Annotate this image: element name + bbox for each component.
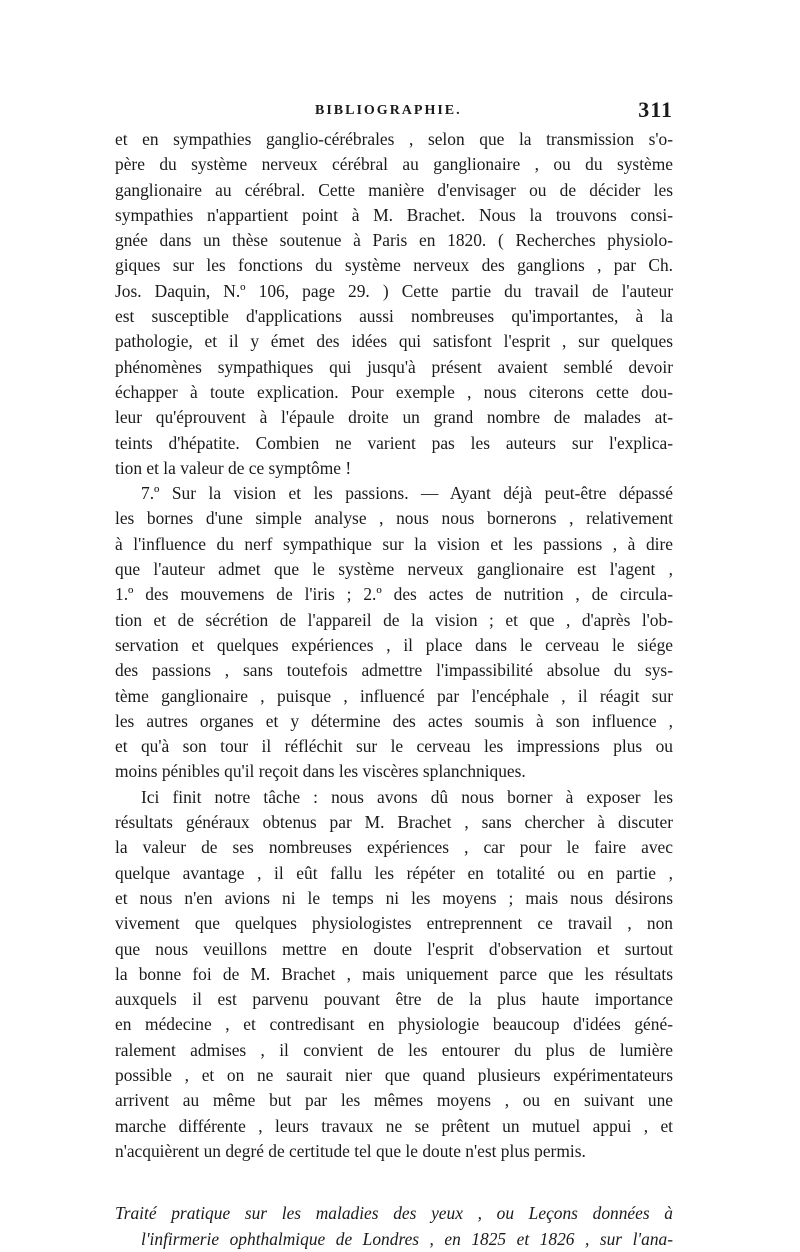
text-line: les bornes d'une simple analyse , nous nous bornerons , relativement xyxy=(115,508,673,529)
text-line: servation et quelques expériences , il place dans le cerveau le siége xyxy=(115,634,673,655)
text-line: sympathies n'appartient point à M. Brachet. Nous la trouvons consi- xyxy=(115,204,673,225)
text-line: marche différente , leurs travaux ne se prêtent un mutuel appui , et xyxy=(115,1115,673,1136)
text-line: tion et la valeur de ce symptôme ! xyxy=(115,457,352,478)
running-head xyxy=(115,95,673,125)
text-line: auxquels il est parvenu pouvant être de la plus haute importance xyxy=(115,989,673,1010)
running-title: BIBLIOGRAPHIE. xyxy=(315,103,462,118)
text-line: tème ganglionaire , puisque , influencé par l'encéphale , il réagit sur xyxy=(115,685,673,706)
text-line: teints d'hépatite. Combien ne varient pas les auteurs sur l'explica- xyxy=(115,432,673,453)
text-line: la bonne foi de M. Brachet , mais uniquement parce que les résultats xyxy=(115,963,673,984)
text-line: vivement que quelques physiologistes entreprennent ce travail , non xyxy=(115,913,673,934)
text-line: quelque avantage , il eût fallu les répéter en totalité ou en partie , xyxy=(115,862,673,883)
text-line: à l'influence du nerf sympathique sur la vision et les passions , à dire xyxy=(115,533,673,554)
text-line: giques sur les fonctions du système nerveux des ganglions , par Ch. xyxy=(115,255,673,276)
text-line: Ici finit notre tâche : nous avons dû nous borner à exposer les xyxy=(141,786,673,807)
text-line: et qu'à son tour il réfléchit sur le cerveau les impressions plus ou xyxy=(115,736,673,757)
text-line: Jos. Daquin, N.º 106, page 29. ) Cette partie du travail de l'auteur xyxy=(115,280,673,301)
text-line: 1.º des mouvemens de l'iris ; 2.º des actes de nutrition , de circula- xyxy=(115,584,673,605)
text-line: des passions , sans toutefois admettre l'impassibilité absolue du sys- xyxy=(115,660,673,681)
text-line: pathologie, et il y émet des idées qui satisfont l'esprit , sur quelques xyxy=(115,331,673,352)
section-gap xyxy=(115,1190,673,1192)
review-title-line: Traité pratique sur les maladies des yeux , ou Leçons données à xyxy=(115,1203,673,1224)
text-line: en médecine , et contredisant en physiologie beaucoup d'idées géné- xyxy=(115,1014,673,1035)
text-line: gnée dans un thèse soutenue à Paris en 1820. ( Recherches physiolo- xyxy=(115,230,673,251)
next-review-heading xyxy=(115,1200,673,1252)
text-line: que nous veuillons mettre en doute l'esprit d'observation et surtout xyxy=(115,938,673,959)
text-line: résultats généraux obtenus par M. Brachet , sans chercher à discuter xyxy=(115,812,673,833)
page-number: 311 xyxy=(638,97,673,122)
text-line: 7.º Sur la vision et les passions. — Ayant déjà peut-être dépassé xyxy=(141,483,673,504)
text-line: tion et de sécrétion de l'appareil de la vision ; et que , d'après l'ob- xyxy=(115,609,673,630)
text-line: arrivent au même but par les mêmes moyens , ou en suivant une xyxy=(115,1090,673,1111)
text-line: la valeur de ses nombreuses expériences , car pour le faire avec xyxy=(115,837,673,858)
text-line: et en sympathies ganglio-cérébrales , selon que la transmission s'o- xyxy=(115,129,673,149)
text-line: phénomènes sympathiques qui jusqu'à présent avaient semblé devoir xyxy=(115,356,673,377)
text-line: que l'auteur admet que le système nerveux ganglionaire est l'agent , xyxy=(115,559,673,580)
review-title-line: l'infirmerie ophthalmique de Londres , en 1825 et 1826 , sur l'ana- xyxy=(141,1229,673,1250)
text-line: ganglionaire au cérébral. Cette manière d'envisager ou de décider les xyxy=(115,179,673,200)
body-text xyxy=(115,127,673,1164)
text-line: leur qu'éprouvent à l'épaule droite un grand nombre de malades at- xyxy=(115,407,673,428)
text-line: échapper à toute explication. Pour exemple , nous citerons cette dou- xyxy=(115,381,673,402)
text-line: possible , et on ne saurait nier que quand plusieurs expérimentateurs xyxy=(115,1064,673,1085)
text-line: n'acquièrent un degré de certitude tel que le doute n'est plus permis. xyxy=(115,1140,586,1161)
text-line: et nous n'en avions ni le temps ni les moyens ; mais nous désirons xyxy=(115,887,673,908)
text-line: les autres organes et y détermine des actes soumis à son influence , xyxy=(115,710,673,731)
text-block xyxy=(115,95,673,1252)
text-line: ralement admises , il convient de les entourer du plus de lumière xyxy=(115,1039,673,1060)
text-line: père du système nerveux cérébral au ganglionaire , ou du système xyxy=(115,154,673,175)
text-line: moins pénibles qu'il reçoit dans les viscères splanchniques. xyxy=(115,761,526,782)
text-line: est susceptible d'applications aussi nombreuses qu'importantes, à la xyxy=(115,306,673,327)
